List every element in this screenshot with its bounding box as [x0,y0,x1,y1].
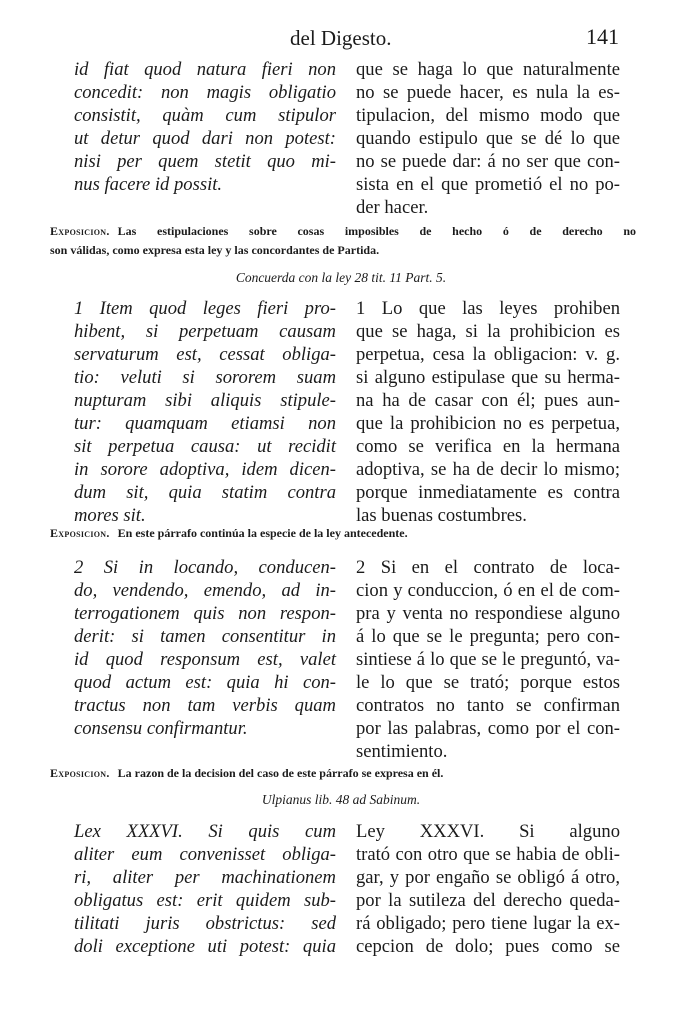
exposicion-text: La razon de la decision del caso de este párrafo se expresa en él. [117,766,444,780]
spanish-line: sintiese á lo que se le preguntó, va- [356,649,620,670]
page-number: 141 [586,24,619,49]
spanish-line: que la prohibicion no es perpetua, [356,413,620,434]
spanish-line: sentimiento. [356,741,448,762]
latin-line: nupturam sibi aliquis stipule- [74,390,336,411]
concordance-note: Concuerda con la ley 28 tit. 11 Part. 5. [235,270,447,285]
spanish-line: si alguno estipulase que su herma- [356,367,620,388]
latin-line: id fiat quod natura fieri non [74,59,336,80]
spanish-line: rá obligado; pero tiene lugar la ex- [356,913,620,934]
latin-line: nus facere id possit. [74,174,223,195]
latin-line: tilitati juris obstrictus: sed [74,913,336,934]
latin-line: derit: si tamen consentitur in [74,626,336,647]
page-header [0,22,682,52]
latin-line: dum sit, quia statim contra [74,482,336,503]
spanish-line: que se haga, si la prohibicion es [356,321,620,342]
latin-line: tio: veluti si sororem suam [74,367,336,388]
latin-line: tur: quamquam etiamsi non [74,413,336,434]
latin-line: terrogationem quis non respon- [74,603,336,624]
source-attribution: Ulpianus lib. 48 ad Sabinum. [261,792,421,807]
latin-line: tractus non tam verbis quam [74,695,336,716]
spanish-line: adoptiva, se ha de decir lo mismo; [356,459,620,480]
latin-line: id quod responsum est, valet [74,649,336,670]
latin-line: Lex XXXVI. Si quis cum [74,821,336,842]
spanish-line: á lo que se le pregunta; pero con- [356,626,620,647]
latin-line: consistit, quàm cum stipulor [74,105,336,126]
spanish-line: le lo que se trató; porque estos [356,672,620,693]
spanish-line: gar, y por engaño se obligó á otro, [356,867,620,888]
spanish-line: porque inmediatamente es contra [356,482,620,503]
spanish-line: quando estipulo que se dé lo que [356,128,620,149]
exposicion-label: Exposicion. [50,526,110,540]
latin-line: 1 Item quod leges fieri pro- [74,298,336,319]
spanish-line: Ley XXXVI. Si alguno [356,821,620,842]
spanish-line: cepcion de dolo; pues como se [356,936,620,957]
latin-column [74,556,336,740]
spanish-column [356,820,620,958]
spanish-line: der hacer. [356,197,429,218]
latin-line: concedit: non magis obligatio [74,82,336,103]
exposicion-note [50,222,636,260]
exposicion-label: Exposicion. [50,766,110,780]
latin-line: ri, aliter per machinationem [74,867,336,888]
spanish-line: pra y venta no respondiese alguno [356,603,620,624]
spanish-line: contratos no tanto se confirman [356,695,620,716]
exposicion-note [50,764,636,783]
latin-line: obligatus est: erit quidem sub- [74,890,336,911]
spanish-line: que se haga lo que naturalmente [356,59,620,80]
latin-column [74,820,336,958]
spanish-line: 1 Lo que las leyes prohiben [356,298,620,319]
latin-column [74,58,336,196]
spanish-line: como se verifica en la hermana [356,436,620,457]
spanish-line: por la sutileza del derecho queda- [356,890,620,911]
latin-line: hibent, si perpetuam causam [74,321,336,342]
spanish-line: 2 Si en el contrato de loca- [356,557,620,578]
exposicion-text: son válidas, como expresa esta ley y las concordantes de Partida. [50,243,380,257]
spanish-line: cion y conduccion, ó en el de com- [356,580,620,601]
spanish-line: las buenas costumbres. [356,505,527,526]
exposicion-note [50,524,636,543]
latin-line: mores sit. [74,505,146,526]
spanish-line: na ha de casar con él; pues aun- [356,390,620,411]
exposicion-text: Las estipulaciones sobre cosas imposibles de hecho ó de derecho no [117,224,636,238]
latin-line: consensu confirmantur. [74,718,248,739]
exposicion-text: En este párrafo continúa la especie de la ley antecedente. [117,526,408,540]
latin-line: ut detur quod dari non potest: [74,128,336,149]
latin-line: in sorore adoptiva, idem dicen- [74,459,336,480]
latin-line: sit perpetua causa: ut recidit [74,436,336,457]
latin-line: nisi per quem stetit quo mi- [74,151,336,172]
latin-line: servaturum est, cessat obliga- [74,344,336,365]
spanish-column [356,297,620,527]
spanish-column [356,58,620,219]
latin-line: 2 Si in locando, conducen- [74,557,336,578]
latin-line: doli exceptione uti potest: quia [74,936,336,957]
latin-line: do, vendendo, emendo, ad in- [74,580,336,601]
spanish-line: trató con otro que se habia de obli- [356,844,620,865]
exposicion-label: Exposicion. [50,224,110,238]
spanish-line: no se puede hacer, es nula la es- [356,82,620,103]
spanish-line: por las palabras, como por el con- [356,718,620,739]
latin-line: aliter eum convenisset obliga- [74,844,336,865]
running-title: del Digesto. [290,26,392,50]
spanish-line: tipulacion, del mismo modo que [356,105,620,126]
spanish-line: sista en el que prometió el no po- [356,174,620,195]
spanish-column [356,556,620,763]
spanish-line: perpetua, cesa la obligacion: v. g. [356,344,620,365]
latin-column [74,297,336,527]
latin-line: quod actum est: quia hi con- [74,672,336,693]
spanish-line: no se puede dar: á no ser que con- [356,151,620,172]
